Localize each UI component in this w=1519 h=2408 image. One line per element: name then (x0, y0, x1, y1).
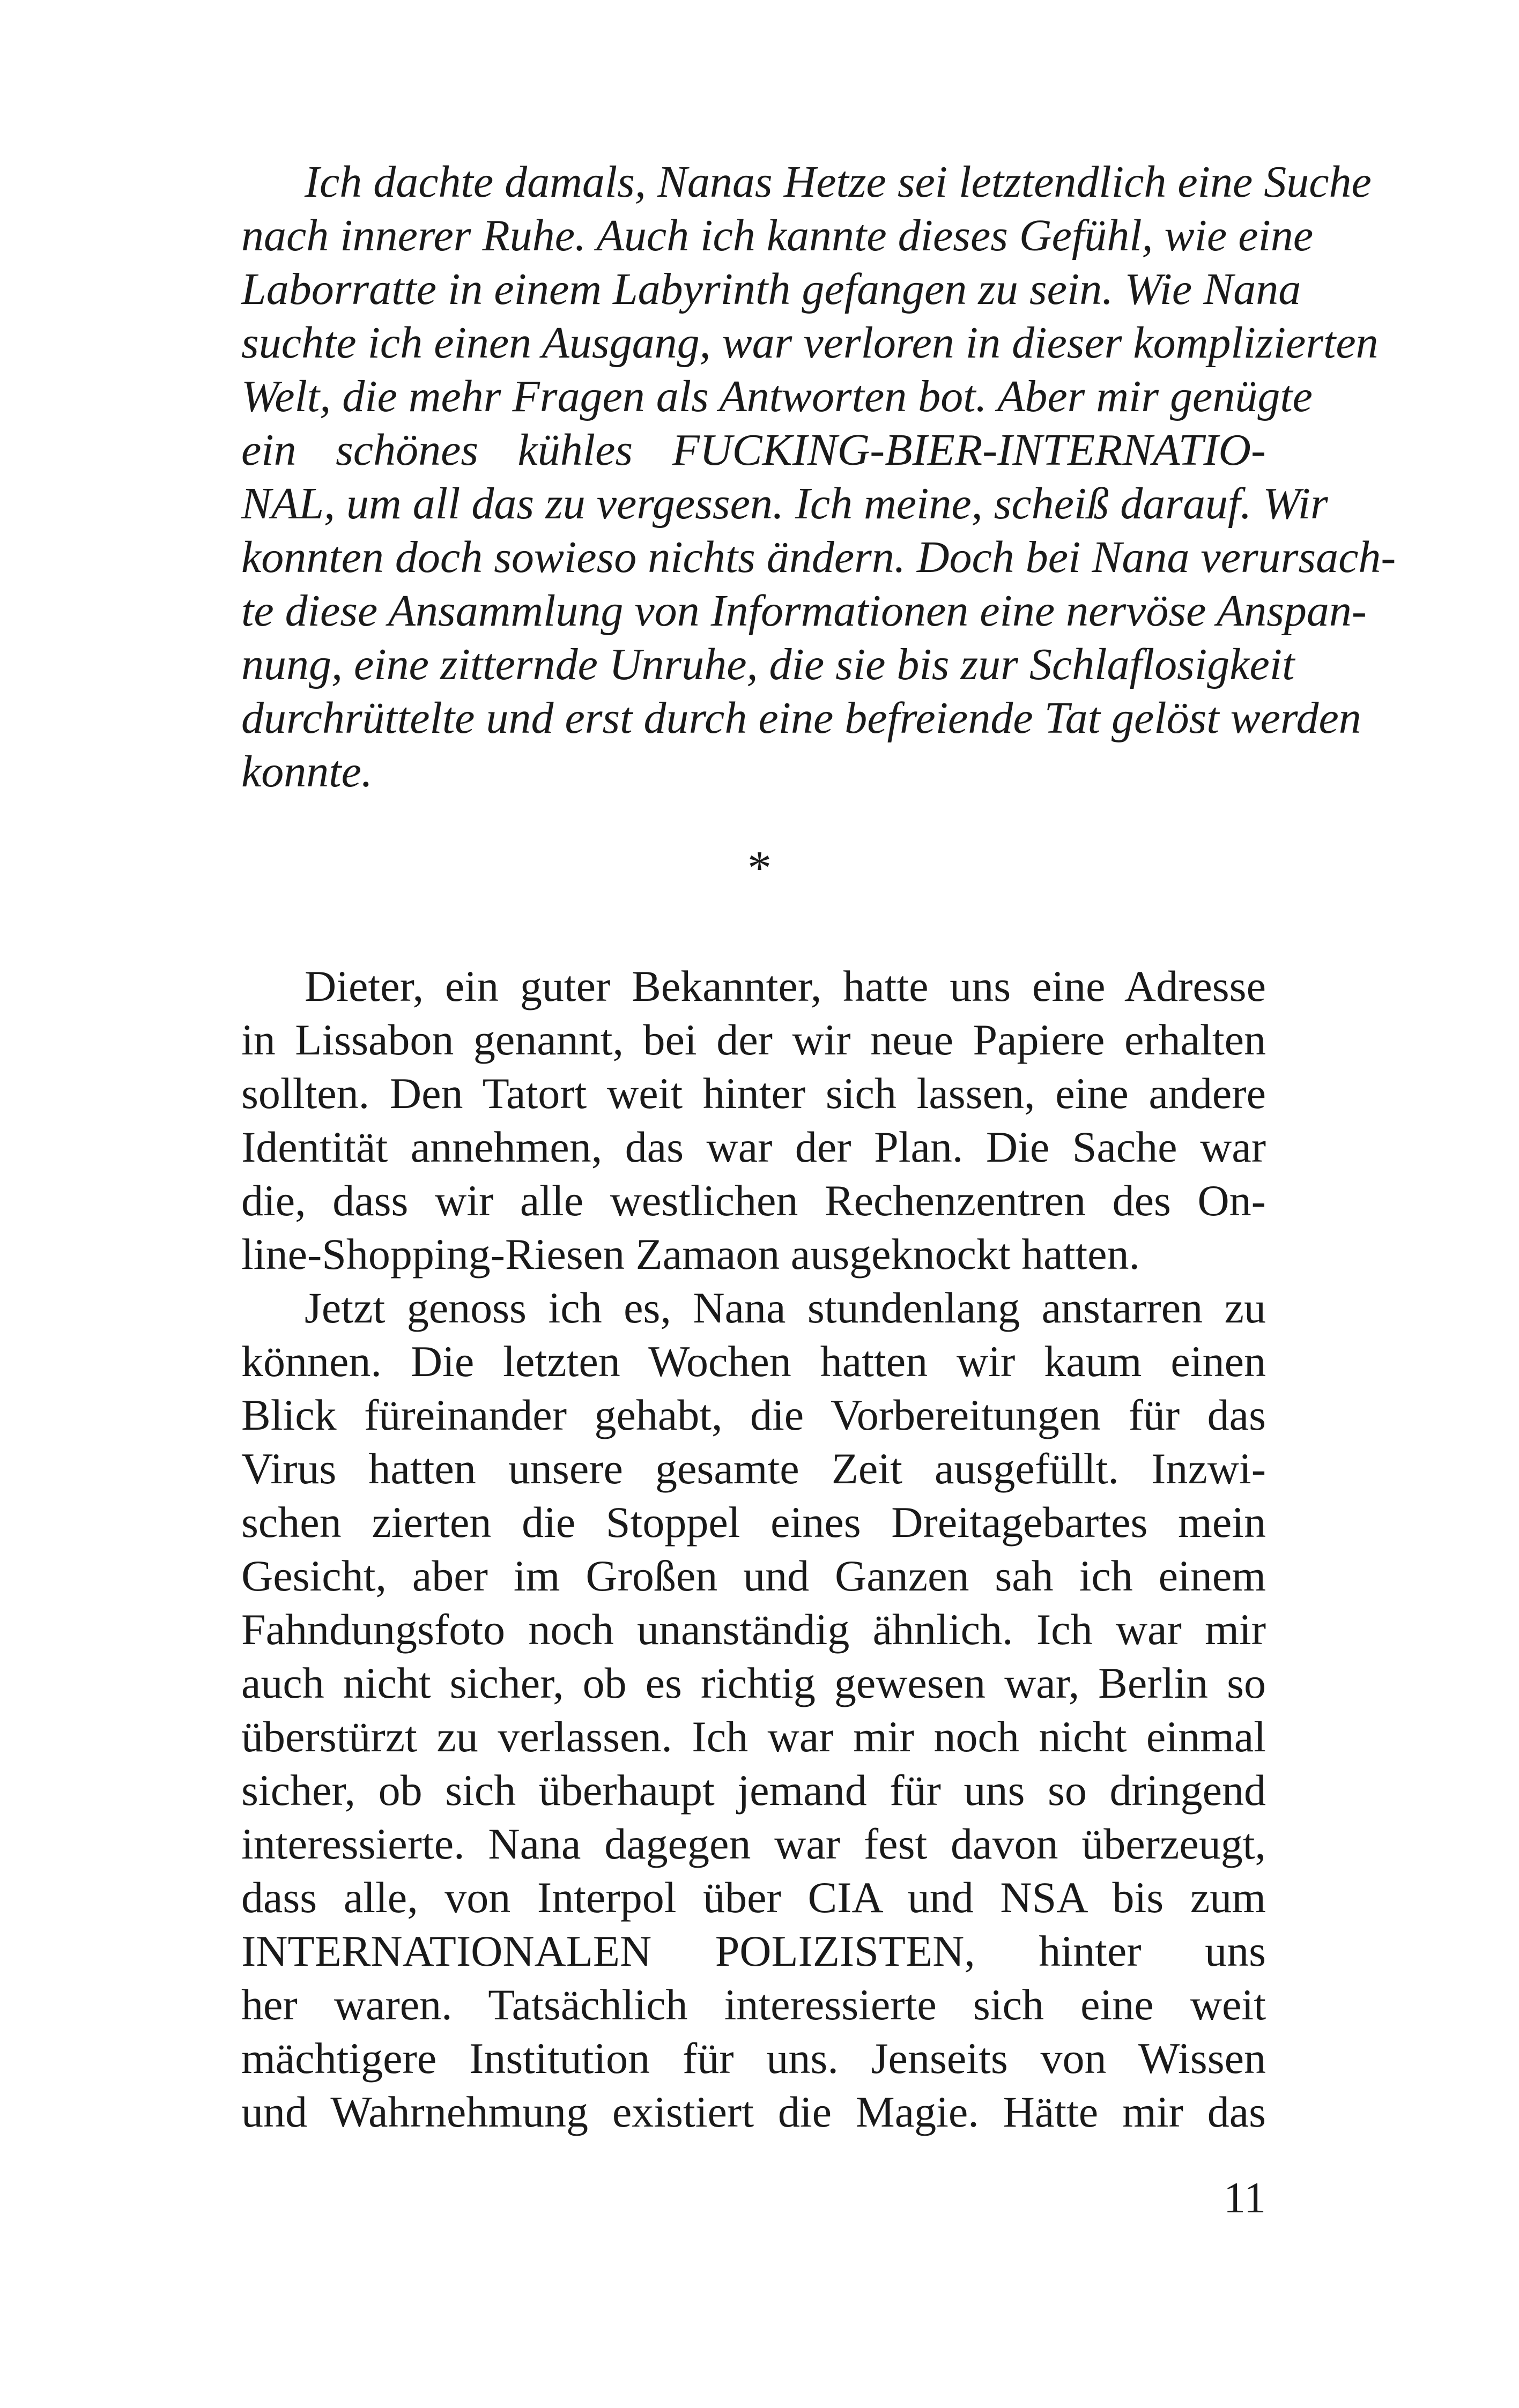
italic-line: Laborratte in einem Labyrinth gefangen zu sein. Wie Nana (241, 264, 1301, 314)
body-line: auch nicht sicher, ob es richtig gewesen war, Berlin so (241, 1659, 1266, 1707)
section-separator: * (747, 842, 772, 895)
italic-line: Ich dachte damals, Nanas Hetze sei letztendlich eine Suche (305, 157, 1372, 207)
body-line: in Lissabon genannt, bei der wir neue Papiere erhalten (241, 1015, 1266, 1064)
body-line: Identität annehmen, das war der Plan. Die Sache war (241, 1123, 1266, 1171)
body-line: INTERNATIONALEN POLIZISTEN, hinter uns (241, 1927, 1266, 1975)
body-line: Fahndungsfoto noch unanständig ähnlich. Ich war mir (241, 1605, 1266, 1654)
italic-line: te diese Ansammlung von Informationen eine nervöse Anspan- (241, 586, 1367, 636)
body-line: überstürzt zu verlassen. Ich war mir noch nicht einmal (241, 1712, 1266, 1761)
body-line: sollten. Den Tatort weit hinter sich lassen, eine andere (241, 1069, 1266, 1118)
body-line: her waren. Tatsächlich interessierte sich eine weit (241, 1980, 1266, 2029)
body-line: Blick füreinander gehabt, die Vorbereitungen für das (241, 1391, 1266, 1439)
body-line: Virus hatten unsere gesamte Zeit ausgefüllt. Inzwi- (241, 1444, 1266, 1493)
body-line: dass alle, von Interpol über CIA und NSA bis zum (241, 1873, 1266, 1922)
italic-line: ein schönes kühles FUCKING-BIER-INTERNATIO- (241, 425, 1266, 475)
body-line: mächtigere Institution für uns. Jenseits von Wissen (241, 2034, 1266, 2083)
body-line: können. Die letzten Wochen hatten wir kaum einen (241, 1337, 1266, 1386)
body-line: Jetzt genoss ich es, Nana stundenlang anstarren zu (305, 1283, 1266, 1332)
italic-line: Welt, die mehr Fragen als Antworten bot. Aber mir genügte (241, 371, 1313, 421)
page-number: 11 (1224, 2173, 1266, 2222)
body-line: schen zierten die Stoppel eines Dreitagebartes mein (241, 1498, 1266, 1547)
body-line: die, dass wir alle westlichen Rechenzentren des On- (241, 1176, 1266, 1225)
italic-line: NAL, um all das zu vergessen. Ich meine, scheiß darauf. Wir (241, 479, 1328, 529)
body-line: Dieter, ein guter Bekannter, hatte uns eine Adresse (305, 962, 1266, 1010)
italic-line: suchte ich einen Ausgang, war verloren in dieser komplizierten (241, 318, 1379, 368)
body-line: Gesicht, aber im Großen und Ganzen sah ich einem (241, 1551, 1266, 1600)
body-line: interessierte. Nana dagegen war fest davon überzeugt, (241, 1819, 1266, 1868)
italic-line: durchrüttelte und erst durch eine befreiende Tat gelöst werden (241, 693, 1361, 743)
italic-line: nung, eine zitternde Unruhe, die sie bis zur Schlaflosigkeit (241, 640, 1295, 689)
body-line: sicher, ob sich überhaupt jemand für uns so dringend (241, 1766, 1266, 1815)
italic-line: konnte. (241, 747, 373, 797)
body-line: line-Shopping-Riesen Zamaon ausgeknockt hatten. (241, 1230, 1140, 1279)
italic-line: konnten doch sowieso nichts ändern. Doch bei Nana verursach- (241, 532, 1396, 582)
italic-line: nach innerer Ruhe. Auch ich kannte dieses Gefühl, wie eine (241, 211, 1314, 261)
body-line: und Wahrnehmung existiert die Magie. Hätte mir das (241, 2087, 1266, 2136)
